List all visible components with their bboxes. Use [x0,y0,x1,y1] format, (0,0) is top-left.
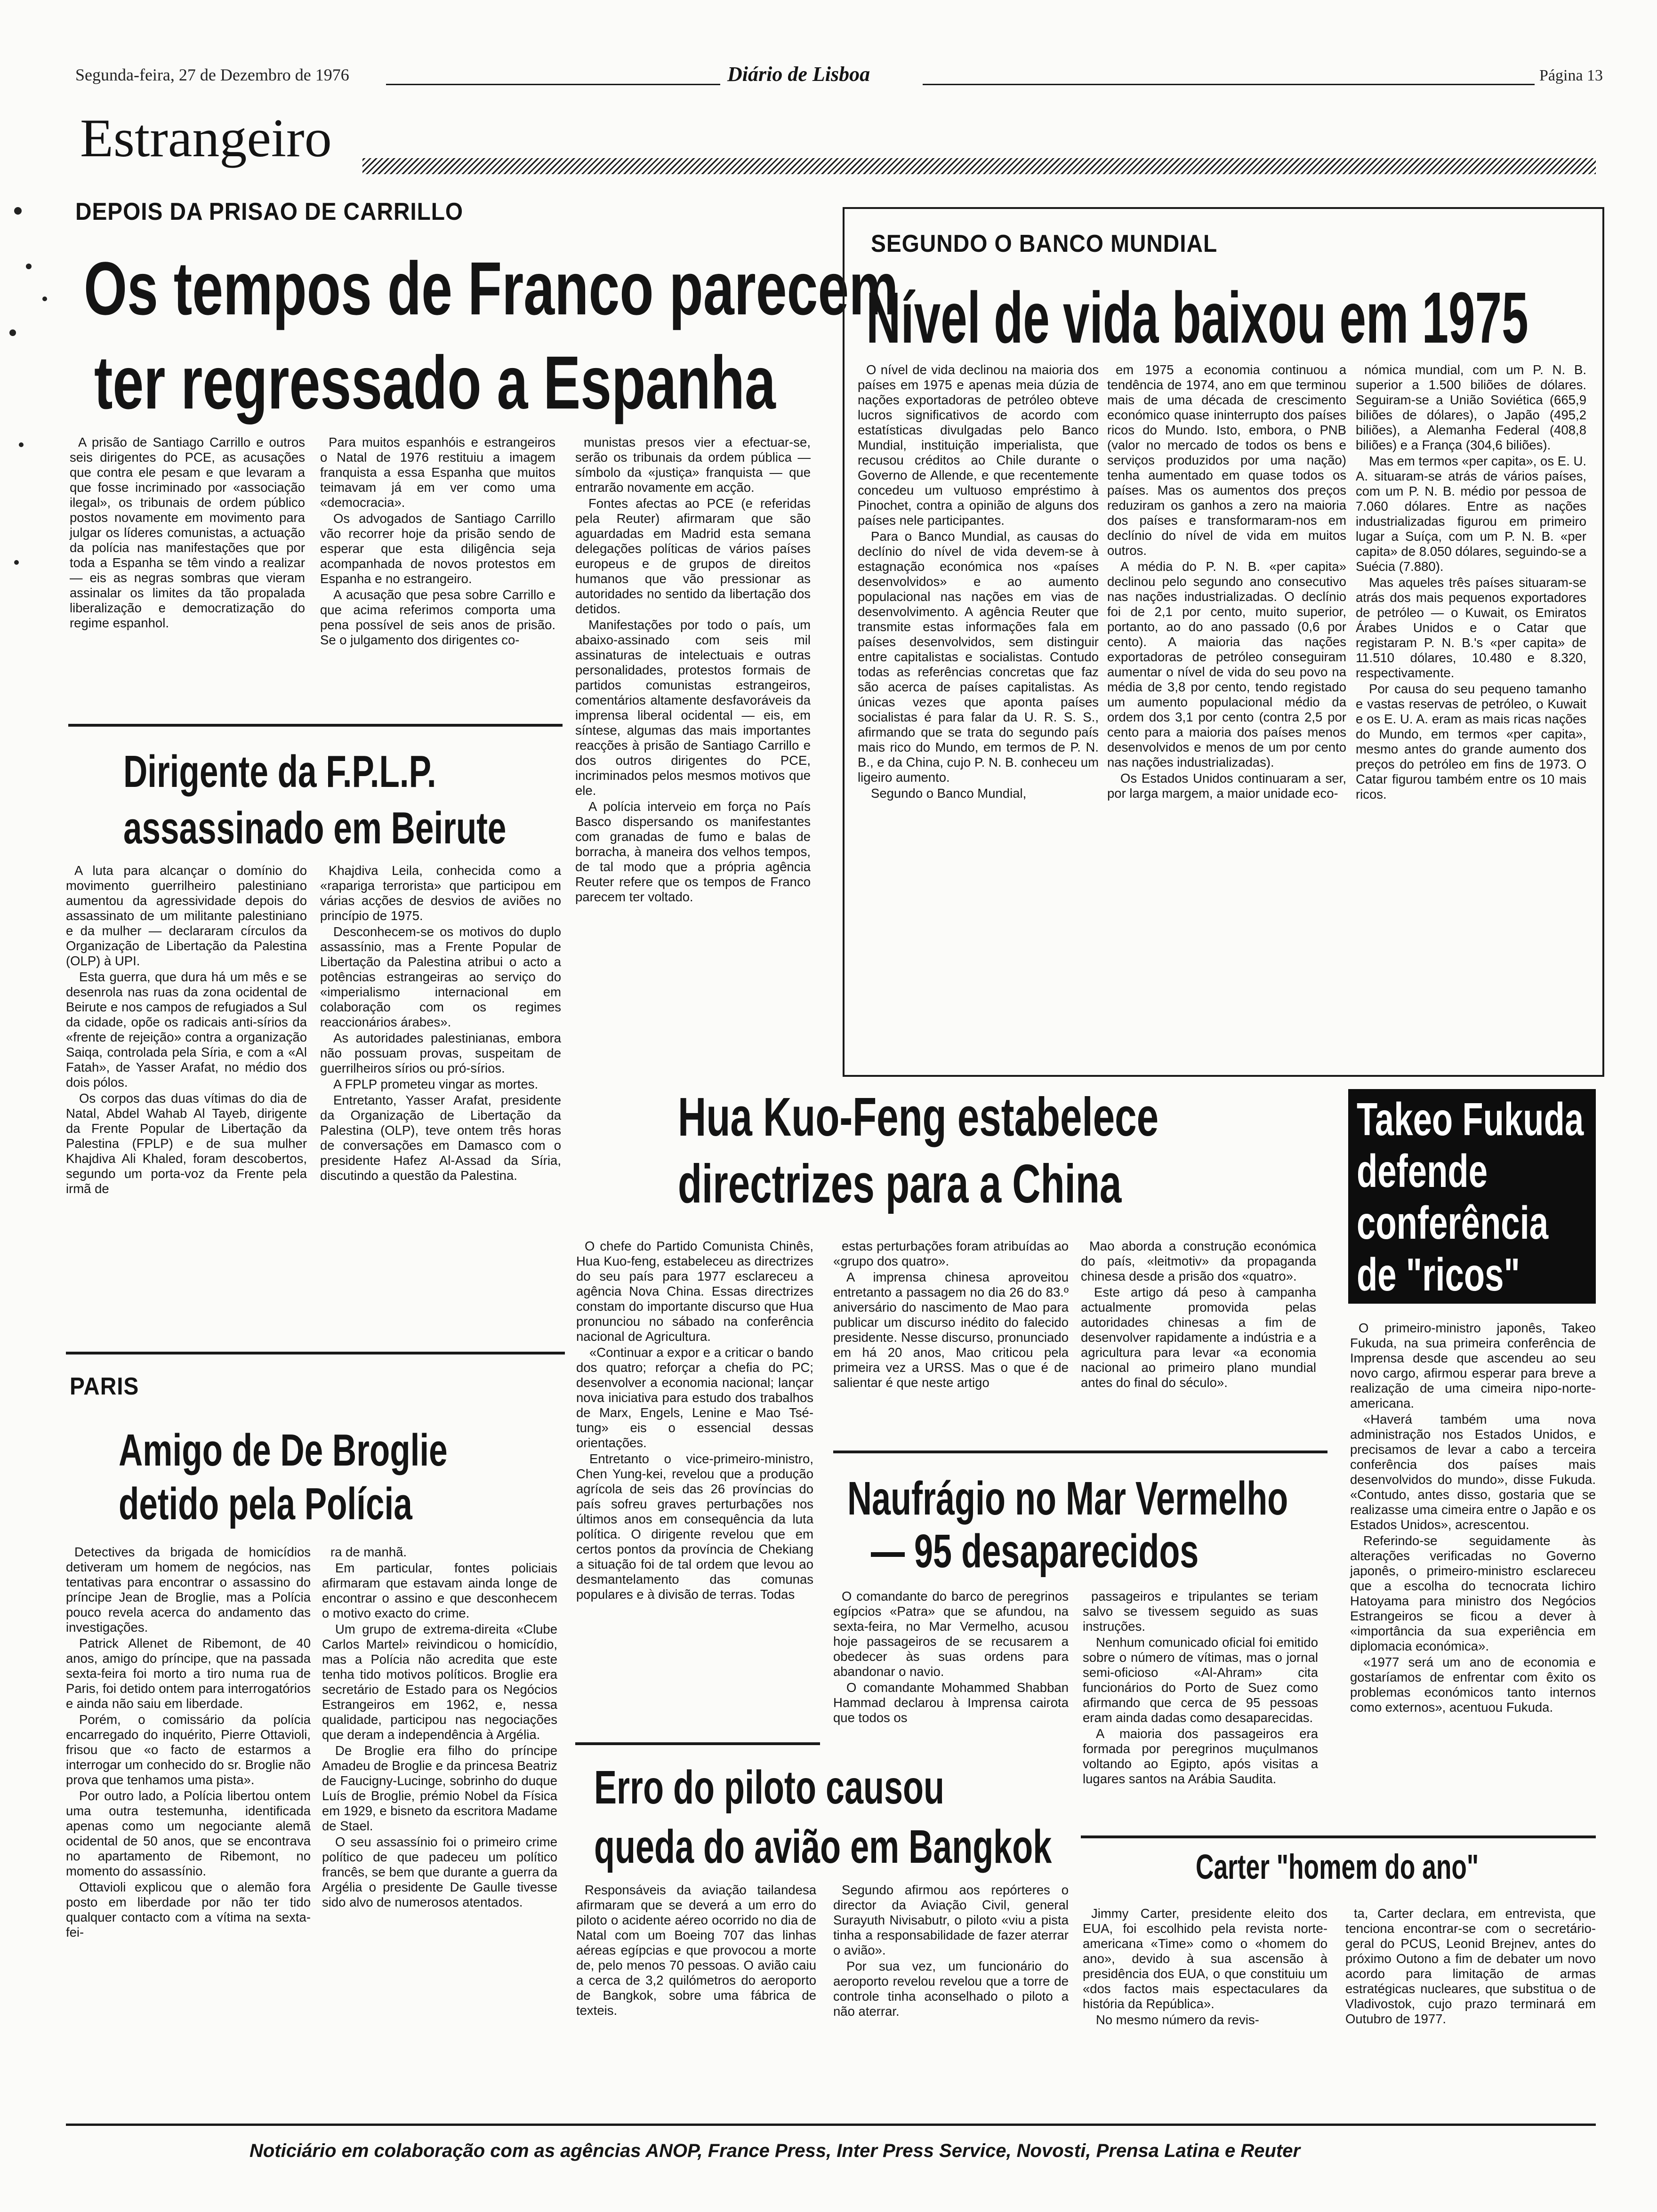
print-speck [9,329,16,336]
paragraph: Por outro lado, a Polícia libertou ontem uma outra testemunha, identificada apenas como um negociante alemã ocidental de 50 anos, que se encontrava no apartamento de Ribemont, no momento do assassínio. [66,1788,311,1878]
paragraph: Detectives da brigada de homicídios detiveram um homem de negócios, nas tentativas para encontrar o assassino do príncipe Jean de Broglie, mas a Polícia pouco revela acerca do andamento das investigações. [66,1545,311,1635]
paragraph: Este artigo dá peso à campanha actualmente promovida pelas autoridades chinesas a fim de desenvolver rapidamente a indústria e a agricultura para levar «a economia nacional ao primeiro plano mundial antes do final do século». [1081,1285,1316,1390]
page-number: Página 13 [1539,67,1603,84]
hua-headline-line1: Hua Kuo-Feng estabelece [678,1086,1159,1147]
naufragio-headline-line1: Naufrágio no Mar Vermelho [847,1472,1288,1525]
paragraph: O seu assassínio foi o primeiro crime político de que padeceu um político francês, se bem que durante a guerra da Argélia o presidente De Gaulle tivesse sido alvo de numerosos atentados. [322,1835,557,1909]
franco-headline-line1: Os tempos de Franco parecem [84,246,899,330]
paragraph: Esta guerra, que dura há um mês e se desenrola nas ruas da zona ocidental de Beirute e nos campos de refugiados a Sul da cidade, opõe os radicais anti-sírios da «frente de rejeição» contra a organização Saiqa, controlada pela Síria, e com a «Al Fatah», de Yasser Arafat, no médio dos dois pólos. [66,970,307,1090]
broglie-kicker: PARIS [70,1373,139,1400]
banco-column-2 [1107,362,1346,802]
paragraph: Referindo-se seguidamente às alterações verificadas no Governo japonês, o primeiro-ministro esclareceu que a escolha do tecnocrata Iichiro Hatoyama para ministro dos Negócios Estrangeiros se ficou a dever à «importância da sua experiência em diplomacia económica». [1350,1533,1596,1653]
print-speck [14,560,19,565]
franco-headline-line2: ter regressado a Espanha [94,340,776,425]
footer-rule [66,2124,1596,2126]
franco-kicker: DEPOIS DA PRISAO DE CARRILLO [75,198,464,225]
banco-kicker: SEGUNDO O BANCO MUNDIAL [871,230,1218,257]
broglie-headline-line1: Amigo de De Broglie [119,1425,448,1475]
bangkok-top-rule [575,1742,820,1745]
paragraph: Um grupo de extrema-direita «Clube Carlos Martel» reivindicou o homicídio, mas a Polícia não acredita que este tenha tido motivos políticos. Broglie era secretário de Estado para os Negócios Estrangeiros em 1962, e, nessa qualidade, participou nas negociações que deram a independência à Argélia. [322,1622,557,1742]
paragraph: «Continuar a expor e a criticar o bando dos quatro; reforçar a chefia do PC; desenvolver a economia nacional; lançar nova iniciativa para estudo dos trabalhos de Marx, Engels, Lenine e Mao Tsé-tung» eis o essencial dessas orientações. [576,1345,813,1450]
fukuda-headline-line1: Takeo Fukuda [1357,1093,1584,1145]
naufragio-column-2 [1083,1589,1318,1787]
paragraph: Entretanto, Yasser Arafat, presidente da Organização de Libertação da Palestina (OLP), teve ontem três horas de conversações em Damasco com o presidente Hafez Al-Assad da Síria, discutindo a questão da Palestina. [320,1093,561,1183]
header-rule-right [923,84,1535,85]
fplp-headline-line1: Dirigente da F.P.L.P. [123,746,436,797]
naufragio-headline-line2: — 95 desaparecidos [871,1525,1199,1578]
carter-headline: Carter "homem do ano" [1196,1847,1479,1886]
header-rule-left [386,84,720,85]
section-title: Estrangeiro [80,108,332,168]
print-speck [14,207,22,215]
franco-column-3 [575,435,811,906]
fukuda-column-1 [1350,1321,1596,1716]
paragraph: O nível de vida declinou na maioria dos países em 1975 e apenas meia dúzia de nações exportadoras de petróleo obteve lucros significativos de acordo com estatísticas divulgadas pelo Banco Mundial, instituição imperialista, que recusou créditos ao Chile durante o Governo de Allende, e que recentemente concedeu um vultuoso empréstimo à Pinochet, contra a opinião de alguns dos países nele participantes. [858,362,1099,528]
paragraph: O chefe do Partido Comunista Chinês, Hua Kuo-feng, estabeleceu as directrizes do seu país para 1977 esclareceu a agência Nova China. Essas directrizes constam do importante discurso que Hua pronunciou no sábado na conferência nacional de Agricultura. [576,1239,813,1344]
hua-column-1 [576,1239,813,1603]
paragraph: «1977 será um ano de economia e gostaríamos de enfrentar com êxito os problemas económicos tanto internos como externos», acentuou Fukuda. [1350,1655,1596,1715]
paragraph: passageiros e tripulantes se teriam salvo se tivessem seguido as suas instruções. [1083,1589,1318,1634]
paragraph: Em particular, fontes policiais afirmaram que estavam ainda longe de encontrar o assino e que desconhecem o motivo exacto do crime. [322,1561,557,1620]
bangkok-column-2 [833,1883,1069,2020]
paragraph: Manifestações por todo o país, um abaixo-assinado com seis mil assinaturas de intelectuais e outras personalidades, protestos formais de partidos comunistas estrangeiros, comentários altamente desfavoráveis da imprensa liberal ocidental — eis, em síntese, algumas das mais importantes reacções à prisão de Santiago Carrillo e dos outros dirigentes do PCE, incriminados pelos mesmos motivos que ele. [575,617,811,798]
paragraph: ra de manhã. [330,1545,407,1559]
banco-column-1 [858,362,1099,802]
franco-column-2 [320,435,555,649]
paragraph: Os Estados Unidos continuaram a ser, por larga margem, a maior unidade eco- [1107,771,1346,801]
carter-column-1 [1083,1906,1327,2028]
carter-top-rule [1081,1835,1596,1838]
paragraph: estas perturbações foram atribuídas ao «grupo dos quatro». [833,1239,1069,1268]
fplp-column-1 [66,863,307,1197]
paragraph: A média do P. N. B. «per capita» declinou pelo segundo ano consecutivo nas nações industrializadas. O declínio foi de 2,1 por cento, muito superior, portanto, ao do ano passado (0,6 por cento). A maioria das nações exportadoras de petróleo conseguiram aumentar o nível de vida do seu povo na média de 3,8 por cento, tendo registado um aumento populacional médio da ordem dos 3,1 por cento (contra 2,5 por cento para a maioria dos países menos desenvolvidos e menos de um por cento nas nações industrializadas). [1107,559,1346,769]
masthead: Diário de Lisboa [727,63,870,86]
bangkok-headline-line1: Erro do piloto causou [594,1761,945,1814]
paragraph: A prisão de Santiago Carrillo e outros seis dirigentes do PCE, as acusações que contra ele pesam e que levaram a que fosse incriminado por «associação ilegal», os tribunais de ordem público postos novamente em movimento para julgar os líderes comunistas, a actuação da polícia nas manifestações que por toda a Espanha se têm vindo a realizar — eis as negras sombras que vieram assinalar os limites da tão propalada liberalização e democratização do regime espanhol. [70,435,305,630]
paragraph: nómica mundial, com um P. N. B. superior a 1.500 biliões de dólares. Seguiram-se a União Soviética (665,9 biliões de dólares), o Japão (495,2 biliões), a Alemanha Federal (408,8 biliões) e a França (304,6 biliões). [1356,362,1586,452]
banco-column-3 [1356,362,1586,803]
bangkok-headline-line2: queda do avião em Bangkok [594,1820,1052,1873]
hua-column-3 [1081,1239,1316,1391]
paragraph: Segundo afirmou aos repórteres o director da Aviação Civil, general Surayuth Nivisabutr, o piloto «viu a pista tinha a responsabilidade de fazer aterrar o avião». [833,1883,1069,1957]
paragraph: Mao aborda a construção económica do país, «leitmotiv» da propaganda chinesa desde a prisão dos «quatro». [1081,1239,1316,1283]
fukuda-headline-line3: conferência [1357,1197,1549,1249]
fukuda-headline-line4: de "ricos" [1357,1249,1520,1300]
paragraph: Segundo o Banco Mundial, [871,786,1027,801]
paragraph: Fontes afectas ao PCE (e referidas pela Reuter) afirmaram que são aguardadas em Madrid esta semana delegações políticas de vários países europeus e de grupos de direitos humanos que vão pressionar as autoridades no sentido da libertação dos detidos. [575,496,811,616]
paragraph: Jimmy Carter, presidente eleito dos EUA, foi escolhido pela revista norte-americana «Time» como o «homem do ano», devido à sua ascensão à presidência dos EUA, o que constituiu um «dos factos mais espectaculares da história da República». [1083,1906,1327,2011]
franco-bottom-rule [68,724,563,727]
paragraph: A acusação que pesa sobre Carrillo e que acima referimos comporta uma pena possível de seis anos de prisão. Se o julgamento dos dirigentes co- [320,587,555,647]
paragraph: Entretanto o vice-primeiro-ministro, Chen Yung-kei, revelou que a produção agrícola de seis das 26 províncias do país sofreu graves perturbações nos últimos anos em consequência da luta política. O dirigente revelou que em certos pontos da província de Chekiang a situação foi de tal ordem que levou ao desmantelamento das comunas populares e à divisão de terras. Todas [576,1451,813,1602]
paragraph: munistas presos vier a efectuar-se, serão os tribunais da ordem pública — símbolo da «justiça» franquista — que entrarão novamente em acção. [575,435,811,495]
paragraph: Por causa do seu pequeno tamanho e vastas reservas de petróleo, o Kuwait e os E. U. A. eram as mais ricas nações do Mundo, em termos «per capita», mesmo antes do grande aumento dos preços do petróleo em fins de 1973. O Catar figurou também entre os 10 mais ricos. [1356,681,1586,801]
paragraph: As autoridades palestinianas, embora não possuam provas, suspeitam de guerrilheiros sírios ou pró-sírios. [320,1031,561,1075]
paragraph: No mesmo número da revis- [1096,2012,1259,2027]
paragraph: Mas aqueles três países situaram-se atrás dos mais pequenos exportadores de petróleo — o Kuwait, os Emiratos Árabes Unidos e o Catar que registaram P. N. B.'s «per capita» de 11.510 dólares, 10.480 e 8.320, respectivamente. [1356,575,1586,680]
bangkok-column-1 [576,1883,816,2019]
hua-column-2 [833,1239,1069,1391]
paragraph: ta, Carter declara, em entrevista, que tenciona encontrar-se com o secretário-geral do PCUS, Leonid Brejnev, antes do próximo Outono a fim de debater um novo acordo para limitação de armas estratégicas nucleares, que substitua o de Vladivostok, cujo prazo terminará em Outubro de 1977. [1345,1906,1596,2026]
fukuda-headline-box [1348,1089,1596,1304]
paragraph: Para o Banco Mundial, as causas do declínio do nível de vida devem-se à estagnação económica nos «países desenvolvidos» e ao aumento populacional nas nações em vias de desenvolvimento. A agência Reuter que transmite estas informações fala em países desenvolvidos, sem distinguir entre capitalistas e socialistas. Contudo todas as referências concretas que faz são acerca de países capitalistas. As únicas vezes que aponta países socialistas é para falar da U. R. S. S., afirmando que se trata do segundo país mais rico do Mundo, em termos de P. N. B., e da China, cujo P. N. B. conheceu um ligeiro aumento. [858,529,1099,785]
paragraph: Khajdiva Leila, conhecida como a «rapariga terrorista» que participou em várias acções de desvios de aviões no princípio de 1975. [320,863,561,923]
hua-headline-line2: directrizes para a China [678,1153,1122,1214]
franco-column-1 [70,435,305,632]
paragraph: A polícia interveio em força no País Basco dispersando os manifestantes com granadas de fumo e balas de borracha, à maneira dos velhos tempos, de tal modo que a própria agência Reuter refere que os tempos de Franco parecem ter voltado. [575,799,811,904]
page-date: Segunda-feira, 27 de Dezembro de 1976 [75,65,349,84]
broglie-column-2 [322,1545,557,1911]
paragraph: O comandante do barco de peregrinos egípcios «Patra» que se afundou, na sexta-feira, no Mar Vermelho, acusou hoje passageiros de se recusarem a obedecer às suas ordens para abandonar o navio. [833,1589,1069,1679]
print-speck [42,297,47,301]
paragraph: Mas em termos «per capita», os E. U. A. situaram-se atrás de vários países, com um P. N. B. médio por pessoa de 7.060 dólares. Entre as nações industrializadas figurou em primeiro lugar a Suíça, com um P. N. B. «per capita» de 8.050 dólares, seguindo-se a Suécia (7.880). [1356,454,1586,574]
broglie-headline-line2: detido pela Polícia [119,1479,412,1529]
carter-column-2 [1345,1906,1596,2028]
paragraph: Porém, o comissário da polícia encarregado do inquérito, Pierre Ottavioli, frisou que «o facto de estarmos a interrogar um conhecido do sr. Broglie não prova que tenhamos uma pista». [66,1712,311,1787]
fplp-headline-line2: assassinado em Beirute [123,803,507,853]
section-hatch-band [362,158,1596,174]
paragraph: Os advogados de Santiago Carrillo vão recorrer hoje da prisão sendo de esperar que esta diligência seja acompanhada de novos protestos em Espanha e no estrangeiro. [320,511,555,586]
paragraph: Desconhecem-se os motivos do duplo assassínio, mas a Frente Popular de Libertação da Palestina atribui o acto a potências estrangeiras ao serviço do «imperialismo internacional em colaboração com os regimes reaccionários árabes». [320,924,561,1029]
fplp-bottom-rule [66,1352,565,1354]
paragraph: Os corpos das duas vítimas do dia de Natal, Abdel Wahab Al Tayeb, dirigente da Frente Popular de Libertação da Palestina (FPLP) e de sua mulher Khajdiva Ali Khaled, foram descobertos, segundo um porta-voz da Frente pela irmã de [66,1091,307,1196]
paragraph: De Broglie era filho do príncipe Amadeu de Broglie e da princesa Beatriz de Faucigny-Lucinge, sobrinho do duque Luís de Broglie, prémio Nobel da Física em 1929, e bisneto da escritora Madame de Stael. [322,1743,557,1833]
paragraph: Nenhum comunicado oficial foi emitido sobre o número de vítimas, mas o jornal semi-oficioso «Al-Ahram» cita funcionários do Porto de Suez como afirmando que cerca de 95 pessoas eram ainda dadas como desaparecidas. [1083,1635,1318,1725]
paragraph: Ottavioli explicou que o alemão fora posto em liberdade por não ter tido qualquer contacto com a vítima na sexta-fei- [66,1880,311,1940]
paragraph: Por sua vez, um funcionário do aeroporto revelou revelou que a torre de controle tinha aconselhado o piloto a não aterrar. [833,1959,1069,2019]
paragraph: em 1975 a economia continuou a tendência de 1974, ano em que terminou mais de uma década de crescimento económico quase ininterrupto dos países ricos do Mundo. Isto, embora, o PNB (valor no mercado de todos os bens e serviços produzidos por uma nação) tenha aumentado em quase todos os países. Mas os aumentos dos preços reduziram os ganhos a zero na maioria dos países e transformaram-nos em declínio do nível de vida em muitos outros. [1107,362,1346,558]
broglie-column-1 [66,1545,311,1941]
paragraph: «Haverá também uma nova administração nos Estados Unidos, e precisamos de levar a cabo a terceira conferência dos países mais desenvolvidos do mundo», disse Fukuda. «Contudo, antes disso, gostaria que se realizasse uma cimeira entre o Japão e os Estados Unidos», acrescentou. [1350,1412,1596,1532]
naufragio-column-1 [833,1589,1069,1726]
paragraph: A FPLP prometeu vingar as mortes. [333,1077,539,1091]
print-speck [26,264,32,269]
naufragio-top-rule [833,1451,1327,1453]
print-speck [19,442,24,447]
paragraph: A imprensa chinesa aproveitou entretanto a passagem no dia 26 do 83.º aniversário do nascimento de Mao para publicar um discurso inédito do falecido presidente. Nesse discurso, pronunciado em há 20 anos, Mao criticou pela primeira vez a URSS. Mas o que é de salientar é que neste artigo [833,1270,1069,1390]
paragraph: A maioria dos passageiros era formada por peregrinos muçulmanos voltando ao Egipto, após visitas a lugares santos na Arábia Saudita. [1083,1726,1318,1786]
paragraph: Para muitos espanhóis e estrangeiros o Natal de 1976 restituiu a imagem franquista a essa Espanha que muitos teimavam já em ver como uma «democracia». [320,435,555,510]
banco-headline: Nível de vida baixou em 1975 [866,277,1528,358]
paragraph: O primeiro-ministro japonês, Takeo Fukuda, na sua primeira conferência de Imprensa desde que ascendeu ao seu novo cargo, afirmou esperar para breve a realização de uma cimeira nipo-norte-americana. [1350,1321,1596,1411]
paragraph: O comandante Mohammed Shabban Hammad declarou à Imprensa cairota que todos os [833,1680,1069,1725]
fplp-column-2 [320,863,561,1184]
paragraph: Responsáveis da aviação tailandesa afirmaram que se deverá a um erro do piloto o acidente aéreo ocorrido no dia de Natal com um Boeing 707 das linhas aéreas egípcias e que provocou a morte de, pelo menos 70 pessoas. O avião caiu a cerca de 3,2 quilómetros do aeroporto de Bangkok, sobre uma fábrica de texteis. [576,1883,816,2018]
paragraph: Patrick Allenet de Ribemont, de 40 anos, amigo do príncipe, que na passada sexta-feira foi morto a tiro numa rua de Paris, foi detido ontem para interrogatórios e ainda não saiu em liberdade. [66,1636,311,1711]
footer-credits: Noticiário em colaboração com as agências ANOP, France Press, Inter Press Service, Novosti, Prensa Latina e Reuter [249,2140,1301,2161]
paragraph: A luta para alcançar o domínio do movimento guerrilheiro palestiniano aumentou da agressividade depois do assassinato de um militante palestiniano e da mulher — declararam círculos da Organização de Libertação da Palestina (OLP) à UPI. [66,863,307,968]
fukuda-headline-line2: defende [1357,1145,1488,1197]
